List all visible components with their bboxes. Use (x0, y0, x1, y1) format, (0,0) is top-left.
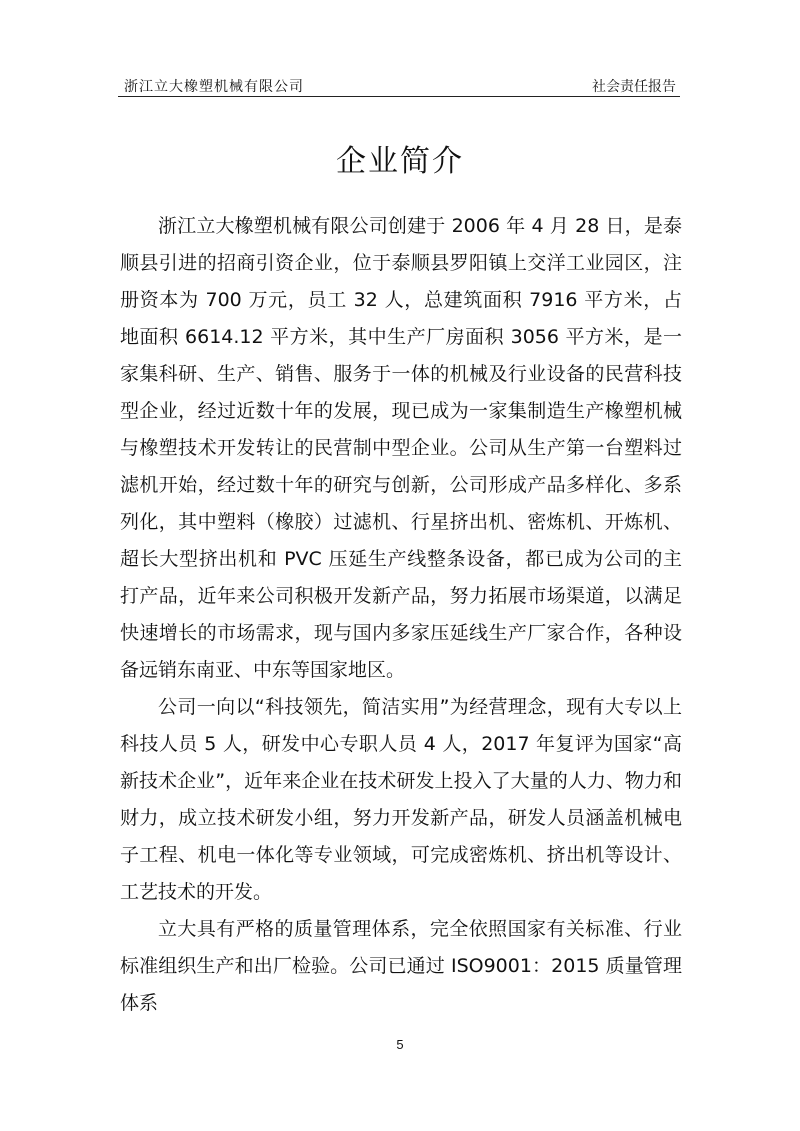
paragraph-quality-system: 立大具有严格的质量管理体系，完全依照国家有关标准、行业标准组织生产和出厂检验。公司已通过 ISO9001：2015 质量管理体系 (120, 918, 682, 1014)
header-report-title: 社会责任报告 (592, 79, 676, 95)
page-title: 企业简介 (336, 144, 464, 179)
page-header (118, 74, 680, 97)
paragraph-company-overview: 浙江立大橡塑机械有限公司创建于 2006 年 4 月 28 日，是泰顺县引进的招商引资企业，位于泰顺县罗阳镇上交洋工业园区，注册资本为 700 万元，员工 32 人，总建筑面积 7916 平方米，占地面积 6614.12 平方米，其中生产厂房面积 3056 平方米，是一家集科研、生产、销售、服务于一体的机械及行业设备的民营科技型企业，经过近数十年的发展，现已成为一家集制造生产橡塑机械与橡塑技术开发转让的民营制中型企业。公司从生产第一台塑料过滤机开始，经过数十年的研究与创新，公司形成产品多样化、多系列化，其中塑料（橡胶）过滤机、行星挤出机、密炼机、开炼机、超长大型挤出机和 PVC 压延生产线整条设备，都已成为公司的主打产品，近年来公司积极开发新产品，努力拓展市场渠道，以满足快速增长的市场需求，现与国内多家压延线生产厂家合作，各种设备远销东南亚、中东等国家地区。 (120, 215, 682, 681)
paragraph-rd-philosophy: 公司一向以“科技领先，简洁实用”为经营理念，现有大专以上科技人员 5 人，研发中心专职人员 4 人，2017 年复评为国家“高新技术企业”，近年来企业在技术研发上投入了大量的人力、物力和财力，成立技术研发小组，努力开发新产品，研发人员涵盖机械电子工程、机电一体化等专业领域，可完成密炼机、挤出机等设计、工艺技术的开发。 (120, 696, 682, 903)
body-text (120, 208, 682, 1022)
header-company-name: 浙江立大橡塑机械有限公司 (124, 79, 304, 95)
page-number: 5 (396, 1037, 404, 1052)
